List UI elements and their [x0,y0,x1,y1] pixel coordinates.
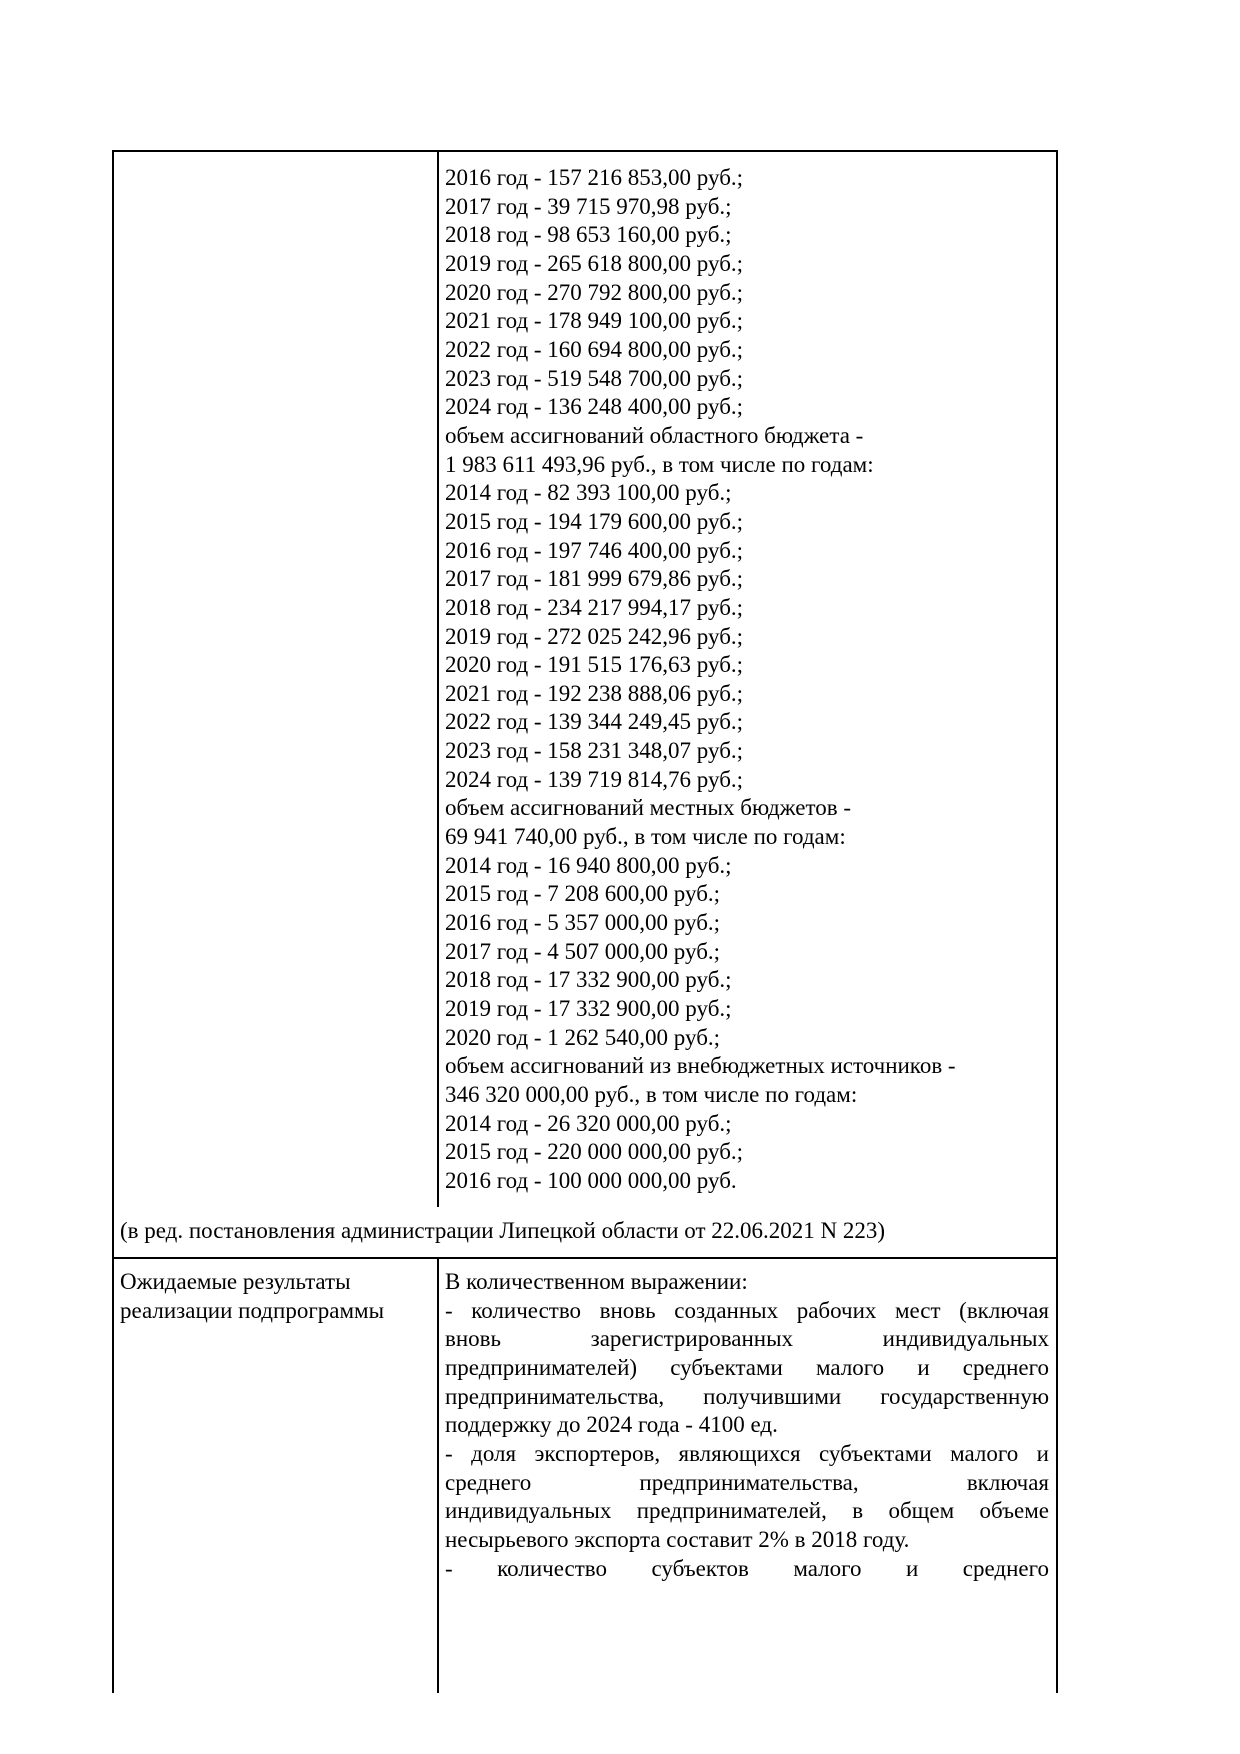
results-line: среднего предпринимательства, включая [445,1469,1049,1495]
amendment-note-text: (в ред. постановления администрации Липецкой области от 22.06.2021 N 223) [120,1218,886,1243]
funding-line: 2022 год - 160 694 800,00 руб.; [445,336,744,362]
results-line: - доля экспортеров, являющихся субъектами малого и [445,1440,1049,1466]
table-right-border [1056,150,1058,1693]
funding-line: 1 983 611 493,96 руб., в том числе по годам: [445,451,874,477]
funding-line: 2020 год - 270 792 800,00 руб.; [445,279,744,305]
funding-line: 2017 год - 4 507 000,00 руб.; [445,938,721,964]
label-line: Ожидаемые результаты [120,1269,351,1294]
funding-line: 2020 год - 191 515 176,63 руб.; [445,652,744,678]
table-left-border [112,150,114,1693]
results-line: - количество субъектов малого и среднего [445,1555,1049,1581]
results-line: вновь зарегистрированных индивидуальных [445,1326,1049,1352]
funding-line: 2014 год - 16 940 800,00 руб.; [445,852,732,878]
label-line: реализации подпрограммы [120,1297,385,1323]
funding-line: 2023 год - 158 231 348,07 руб.; [445,738,744,764]
funding-line: 2023 год - 519 548 700,00 руб.; [445,365,744,391]
results-line: индивидуальных предпринимателей, в общем объеме [445,1498,1049,1524]
funding-line: 2015 год - 194 179 600,00 руб.; [445,508,744,534]
results-line: предпринимательства, получившими государственную [445,1383,1049,1409]
row2-top-border [112,1257,1057,1259]
funding-line: 2017 год - 181 999 679,86 руб.; [445,566,744,592]
funding-line: 2024 год - 139 719 814,76 руб.; [445,766,744,792]
funding-line: 2014 год - 26 320 000,00 руб.; [445,1110,732,1136]
funding-line: 2014 год - 82 393 100,00 руб.; [445,480,732,506]
funding-line: 2019 год - 17 332 900,00 руб.; [445,996,732,1022]
funding-breakdown-cell [445,164,1050,1196]
results-line: несырьевого экспорта составит 2% в 2018 году. [445,1526,910,1552]
funding-line: объем ассигнований из внебюджетных источников - [445,1053,956,1079]
table-top-border [112,150,1057,152]
funding-line: 2020 год - 1 262 540,00 руб.; [445,1024,721,1050]
funding-line: 2022 год - 139 344 249,45 руб.; [445,709,744,735]
funding-line: объем ассигнований местных бюджетов - [445,795,851,821]
funding-line: объем ассигнований областного бюджета - [445,422,864,448]
results-line: поддержку до 2024 года - 4100 ед. [445,1412,778,1438]
funding-line: 2015 год - 7 208 600,00 руб.; [445,881,721,907]
funding-line: 2018 год - 98 653 160,00 руб.; [445,222,732,248]
expected-results-cell [445,1268,1049,1583]
funding-line: 69 941 740,00 руб., в том числе по годам: [445,824,846,850]
funding-line: 2016 год - 5 357 000,00 руб.; [445,910,721,936]
funding-line: 2016 год - 197 746 400,00 руб.; [445,537,744,563]
expected-results-label-cell [120,1268,430,1325]
row1-column-divider [437,150,439,1207]
row2-column-divider [437,1257,439,1693]
funding-line: 2016 год - 157 216 853,00 руб.; [445,165,744,190]
funding-line: 2021 год - 178 949 100,00 руб.; [445,308,744,334]
results-line: - количество вновь созданных рабочих мест (включая [445,1297,1049,1323]
funding-line: 2018 год - 17 332 900,00 руб.; [445,967,732,993]
funding-line: 2015 год - 220 000 000,00 руб.; [445,1139,744,1165]
amendment-note [120,1217,885,1246]
funding-line: 2017 год - 39 715 970,98 руб.; [445,193,732,219]
funding-line: 2021 год - 192 238 888,06 руб.; [445,680,744,706]
results-line: предпринимателей) субъектами малого и среднего [445,1354,1049,1380]
funding-line: 2018 год - 234 217 994,17 руб.; [445,594,744,620]
funding-line: 346 320 000,00 руб., в том числе по годам: [445,1082,858,1107]
funding-line: 2019 год - 265 618 800,00 руб.; [445,250,744,276]
funding-line: 2016 год - 100 000 000,00 руб. [445,1167,737,1193]
results-line: В количественном выражении: [445,1269,748,1294]
funding-line: 2019 год - 272 025 242,96 руб.; [445,623,744,649]
funding-line: 2024 год - 136 248 400,00 руб.; [445,394,744,420]
